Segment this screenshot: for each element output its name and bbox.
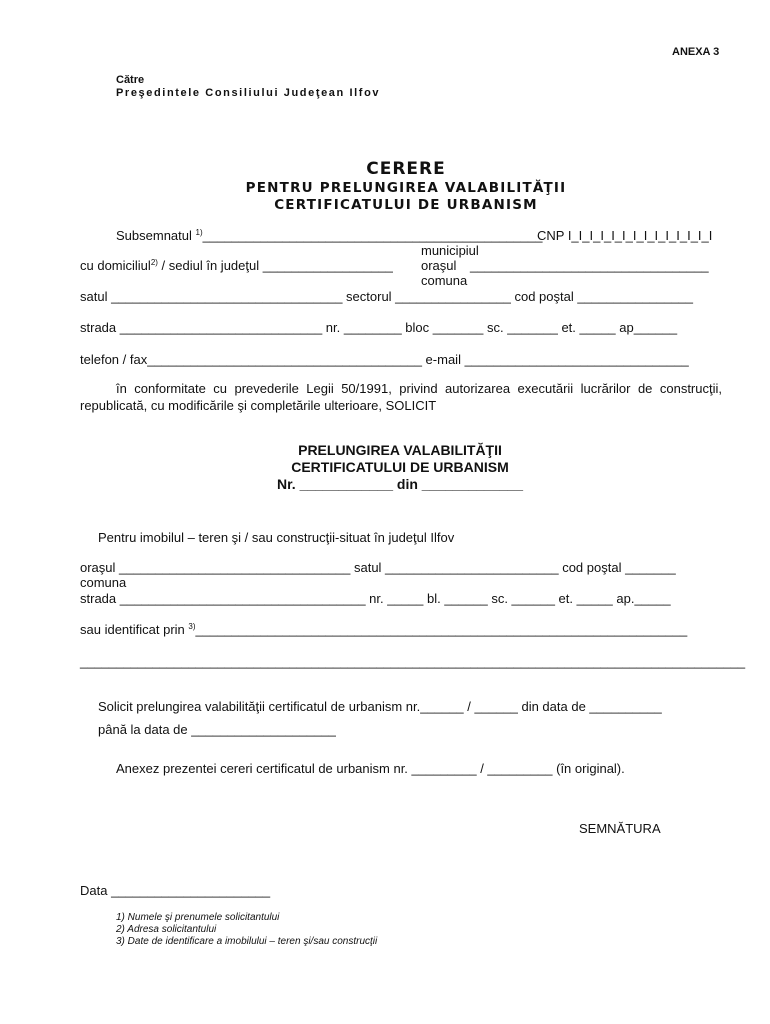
identificat-row bbox=[80, 622, 687, 638]
footnote-1: 1) Numele şi prenumele solicitantului bbox=[116, 912, 280, 923]
domiciliu-label: cu domiciliul bbox=[80, 258, 151, 273]
domiciliu-row bbox=[80, 258, 393, 274]
identificat-field[interactable]: ____________________________________________________________________ bbox=[195, 622, 688, 637]
footnote-ref-2: 2) bbox=[150, 258, 158, 267]
signature-label: SEMNĂTURA bbox=[579, 821, 661, 836]
until-date-line[interactable]: până la data de ____________________ bbox=[98, 722, 336, 737]
subsemnatul-row bbox=[116, 228, 542, 244]
localitate-field[interactable]: _________________________________ bbox=[470, 258, 709, 273]
legal-basis-paragraph: în conformitate cu prevederile Legii 50/1991, privind autorizarea executării lucrărilor de construcţii, republicată, cu modificările şi completările ulterioare, SOLICIT bbox=[80, 381, 722, 413]
property-strada-row[interactable]: strada __________________________________ nr. _____ bl. ______ sc. ______ et. _____ ap._____ bbox=[80, 591, 671, 606]
request-title-line2: CERTIFICATULUI DE URBANISM bbox=[291, 459, 509, 475]
addressee-to: Către bbox=[116, 74, 145, 86]
annex-label: ANEXA 3 bbox=[672, 46, 720, 58]
telefon-email-row[interactable]: telefon / fax______________________________________ e-mail _______________________________ bbox=[80, 352, 689, 367]
subsemnatul-field[interactable]: _______________________________________________ bbox=[202, 228, 543, 243]
footnote-3: 3) Date de identificare a imobilului – teren şi/sau construcţii bbox=[116, 936, 378, 947]
document-subtitle-line1: PENTRU PRELUNGIREA VALABILITĂŢII bbox=[245, 180, 567, 196]
document-title: CERERE bbox=[366, 159, 446, 179]
subsemnatul-label: Subsemnatul bbox=[116, 228, 192, 243]
footnote-ref-3: 3) bbox=[188, 622, 196, 631]
orasul-option: oraşul bbox=[421, 258, 457, 273]
addressee-recipient: Preşedintele Consiliului Judeţean Ilfov bbox=[116, 87, 381, 99]
footnote-ref-1: 1) bbox=[195, 228, 203, 237]
cnp-field[interactable]: CNP I_I_I_I_I_I_I_I_I_I_I_I_I_I bbox=[537, 228, 713, 243]
municipiul-option: municipiul bbox=[421, 243, 479, 258]
property-intro: Pentru imobilul – teren şi / sau construcţii-situat în judeţul Ilfov bbox=[98, 530, 455, 545]
solicit-line[interactable]: Solicit prelungirea valabilităţii certificatul de urbanism nr.______ / ______ din data de __________ bbox=[98, 699, 662, 714]
footnote-2: 2) Adresa solicitantului bbox=[116, 924, 217, 935]
identificat-extra-line[interactable]: ____________________________________________________________________________________________ bbox=[80, 654, 746, 669]
satul-sector-row[interactable]: satul ________________________________ sectorul ________________ cod poştal ________________ bbox=[80, 289, 694, 304]
document-subtitle-line2: CERTIFICATULUI DE URBANISM bbox=[274, 197, 538, 213]
property-orasul-row[interactable]: oraşul ________________________________ satul ________________________ cod poştal _______ bbox=[80, 560, 676, 575]
property-comuna-option: comuna bbox=[80, 575, 127, 590]
date-field[interactable]: Data ______________________ bbox=[80, 883, 271, 898]
request-title-line1: PRELUNGIREA VALABILITĂŢII bbox=[298, 442, 502, 458]
annex-statement[interactable]: Anexez prezentei cereri certificatul de urbanism nr. _________ / _________ (în original). bbox=[116, 761, 625, 776]
judet-field[interactable]: / sediul în judeţul __________________ bbox=[157, 258, 393, 273]
request-number-line[interactable]: Nr. ____________ din _____________ bbox=[277, 476, 523, 492]
strada-row[interactable]: strada ____________________________ nr. ________ bloc _______ sc. _______ et. _____ ap______ bbox=[80, 320, 678, 335]
comuna-option: comuna bbox=[421, 273, 468, 288]
identificat-label: sau identificat prin bbox=[80, 622, 189, 637]
